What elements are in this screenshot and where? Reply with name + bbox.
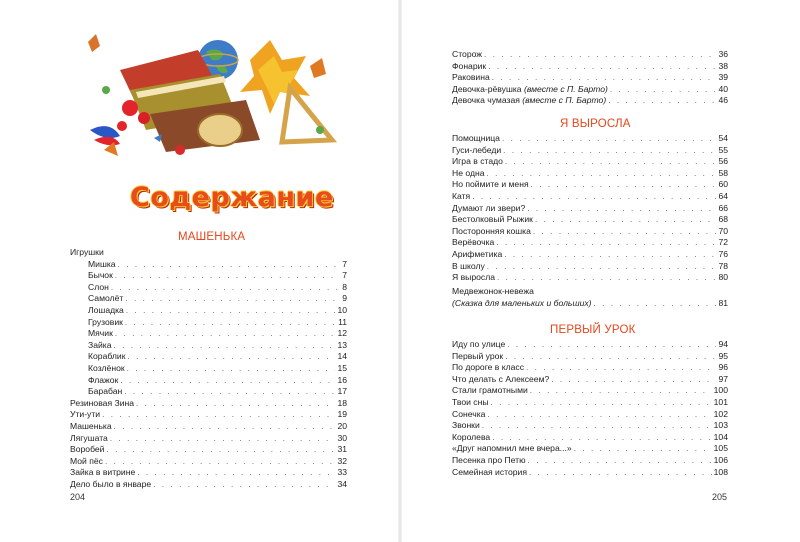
leader-dots (533, 226, 717, 238)
leader-dots (551, 374, 716, 386)
toc-entry-page: 70 (718, 225, 728, 236)
toc-entry-page: 100 (713, 385, 728, 396)
toc-entry-page: 96 (718, 362, 728, 373)
toc-entry[interactable] (70, 479, 347, 491)
toc-entry-title: Сонечка (452, 408, 486, 419)
toc-entry[interactable] (452, 84, 728, 96)
toc-entry[interactable] (452, 272, 728, 284)
toc-entry-page: 7 (342, 258, 347, 269)
toc-entry-page: 16 (337, 374, 347, 385)
toc-entry-title: По дороге в класс (452, 362, 525, 373)
toc-entry-note: (вместе с П. Барто) (523, 83, 608, 94)
toc-entry-title: Зайка в витрине (70, 467, 136, 478)
toc-entry-title: Арифметика (452, 248, 503, 259)
toc-entry[interactable] (70, 421, 347, 433)
toc-entry-title: Кораблик (88, 351, 126, 362)
toc-entry[interactable] (70, 456, 347, 468)
leader-dots (115, 328, 336, 340)
toc-entry-title: Самолёт (88, 293, 124, 304)
leader-dots (492, 72, 717, 84)
toc-entry-title: Резиновая Зина (70, 397, 135, 408)
toc-medved-note: (Сказка для маленьких и больших) (452, 297, 592, 308)
toc-entry[interactable] (452, 443, 728, 455)
toc-entry-title: Катя (452, 190, 471, 201)
toc-entry-page: 17 (337, 386, 347, 397)
toc-entry-page: 105 (713, 443, 728, 454)
leader-dots (496, 237, 716, 249)
toc-entry-page: 102 (713, 408, 728, 419)
leader-dots (126, 305, 336, 317)
toc-entry-title: Звонки (452, 420, 480, 431)
leader-dots (472, 191, 716, 203)
toc-entry-page: 103 (713, 420, 728, 431)
toc-entry-title: Ути-ути (70, 409, 101, 420)
leader-dots (114, 421, 336, 433)
toc-entry-page: 32 (337, 455, 347, 466)
leader-dots (528, 455, 712, 467)
toc-right-top (452, 49, 728, 107)
toc-entry-title: Мячик (88, 328, 113, 339)
toc-entry[interactable] (452, 420, 728, 432)
toc-entry[interactable] (452, 214, 728, 226)
toc-entry-page: 40 (718, 83, 728, 94)
toc-entry-title: Песенка про Петю (452, 454, 526, 465)
leader-dots (608, 95, 716, 107)
toc-entry[interactable] (452, 145, 728, 157)
toc-left (70, 247, 347, 490)
toc-entry-page: 54 (718, 133, 728, 143)
toc-entry-title: Бычок (88, 270, 113, 281)
toc-entry-page: 101 (713, 396, 728, 407)
leader-dots (488, 61, 716, 73)
leader-dots (114, 340, 336, 352)
toc-entry-page: 12 (337, 328, 347, 339)
toc-entry-page: 8 (342, 281, 347, 292)
toc-entry[interactable] (452, 385, 728, 397)
leader-dots (125, 293, 340, 305)
toc-entry-title: Мой пёс (70, 455, 103, 466)
toc-entry-page: 56 (718, 156, 728, 167)
gutter (398, 0, 402, 542)
toc-entry[interactable] (70, 317, 347, 329)
leader-dots (106, 444, 335, 456)
toc-entry[interactable] (70, 293, 347, 305)
leader-dots (492, 432, 711, 444)
toc-entry[interactable] (70, 340, 347, 352)
toc-entry[interactable] (70, 444, 347, 456)
leader-dots (502, 133, 716, 145)
toc-entry-title: Девочка чумазая (вместе с П. Барто) (452, 95, 607, 106)
toc-entry-title: Твои сны (452, 396, 489, 407)
leader-dots (487, 261, 717, 273)
toc-entry-page: 20 (337, 420, 347, 431)
toc-entry-title: Гуси-лебеди (452, 144, 502, 155)
toc-entry-title: Раковина (452, 72, 490, 83)
toc-medvezhonok (452, 286, 728, 309)
leader-dots (491, 397, 712, 409)
toc-ya-vyrosla (452, 133, 728, 284)
leader-dots (529, 467, 712, 479)
toc-entry[interactable] (70, 282, 347, 294)
leader-dots (127, 363, 336, 375)
toc-entry-title: Слон (88, 281, 109, 292)
toc-entry-page: 68 (718, 214, 728, 225)
toc-entry-title: Лошадка (88, 304, 124, 315)
page-number-left: 204 (70, 492, 86, 502)
toc-entry[interactable] (70, 398, 347, 410)
toc-medved-page: 81 (718, 297, 728, 308)
toc-entry[interactable] (70, 351, 347, 363)
leader-dots (487, 409, 711, 421)
toc-entry[interactable] (452, 179, 728, 191)
toc-entry[interactable] (452, 156, 728, 168)
toc-entry-title: Бестолковый Рыжик (452, 214, 533, 225)
toc-entry-title: Что делать с Алексеем? (452, 373, 550, 384)
toc-pervyi-urok (452, 339, 728, 478)
toc-entry[interactable] (452, 467, 728, 479)
toc-entry[interactable] (452, 133, 728, 145)
toc-entry[interactable] (452, 339, 728, 351)
toc-entry-page: 104 (713, 431, 728, 442)
toc-entry[interactable] (452, 374, 728, 386)
toc-entry-page: 7 (342, 270, 347, 281)
toc-entry[interactable] (70, 363, 347, 375)
toc-entry-page: 13 (337, 339, 347, 350)
toc-entry-page: 34 (337, 478, 347, 489)
leader-dots (594, 298, 717, 310)
toc-medved-row[interactable] (452, 298, 728, 310)
toc-entry[interactable] (70, 328, 347, 340)
section-title-pervyi-urok: ПЕРВЫЙ УРОК (550, 324, 636, 336)
toc-entry[interactable] (452, 61, 728, 73)
toc-entry-page: 15 (337, 362, 347, 373)
leader-dots (153, 479, 335, 491)
toc-entry-page: 72 (718, 237, 728, 248)
toc-entry[interactable] (452, 397, 728, 409)
toc-entry[interactable] (452, 432, 728, 444)
toc-entry[interactable] (452, 191, 728, 203)
toc-entry-title: Флажок (88, 374, 119, 385)
toc-items (70, 398, 347, 491)
toc-entry-title: В школу (452, 260, 485, 271)
toc-entry[interactable] (452, 409, 728, 421)
toc-entry[interactable] (452, 203, 728, 215)
toc-entry-page: 106 (713, 454, 728, 465)
toc-entry-title: Стали грамотными (452, 385, 528, 396)
toc-entry-title: «Друг напомнил мне вчера...» (452, 443, 572, 454)
toc-entry-page: 95 (718, 350, 728, 361)
toc-entry-page: 19 (337, 409, 347, 420)
toc-entry-title: Воробей (70, 444, 105, 455)
leader-dots (530, 385, 712, 397)
toc-entry[interactable] (70, 467, 347, 479)
toc-entry-title: Помощница (452, 133, 500, 143)
leader-dots (497, 272, 716, 284)
toc-medved-title: Медвежонок-невежа (452, 286, 534, 296)
leader-dots (110, 433, 336, 445)
toc-entry[interactable] (70, 259, 347, 271)
toc-entry[interactable] (452, 168, 728, 180)
toc-entry-title: Зайка (88, 339, 112, 350)
toc-entry[interactable] (452, 455, 728, 467)
toc-entry-page: 31 (337, 444, 347, 455)
toc-entry-page: 46 (718, 95, 728, 106)
toc-entry-page: 33 (337, 467, 347, 478)
toc-entry-page: 80 (718, 272, 728, 283)
toc-entry-page: 38 (718, 60, 728, 71)
toc-entry-page: 10 (337, 304, 347, 315)
toc-entry-title: Королева (452, 431, 491, 442)
toc-entry[interactable] (452, 351, 728, 363)
leader-dots (136, 398, 335, 410)
toc-entry-title: Семейная история (452, 466, 527, 477)
toc-entry-title: Сторож (452, 49, 483, 59)
toc-entry-title: Дело было в январе (70, 478, 152, 489)
toc-entry-title: Мишка (88, 258, 116, 269)
toc-entry[interactable] (70, 375, 347, 387)
toc-entry-page: 108 (713, 466, 728, 477)
page-title: Содержание (130, 182, 334, 213)
toc-entry-page: 55 (718, 144, 728, 155)
toc-entry-title: Лягушата (70, 432, 108, 443)
leader-dots (504, 249, 716, 261)
leader-dots (111, 282, 340, 294)
leader-dots (527, 203, 716, 215)
toc-entry-title: Верёвочка (452, 237, 495, 248)
leader-dots (505, 156, 717, 168)
leader-dots (120, 375, 335, 387)
toc-entry-note: (вместе с П. Барто) (522, 95, 607, 106)
toc-group-heading: Игрушки (70, 247, 104, 257)
toc-entry-title: Не одна (452, 167, 485, 178)
leader-dots (484, 49, 716, 61)
toc-entry-page: 97 (718, 373, 728, 384)
toc-entry-title: Думают ли звери? (452, 202, 526, 213)
leader-dots (526, 362, 716, 374)
toc-entry-page: 94 (718, 339, 728, 349)
toc-entry-page: 60 (718, 179, 728, 190)
leader-dots (503, 145, 716, 157)
leader-dots (124, 386, 335, 398)
leader-dots (105, 456, 335, 468)
toc-entry-title: Первый урок (452, 350, 504, 361)
toc-entry-title: Иду по улице (452, 339, 506, 349)
toc-entry-title: Машенька (70, 420, 112, 431)
toc-entry[interactable] (70, 305, 347, 317)
leader-dots (118, 259, 341, 271)
toc-entry[interactable] (452, 249, 728, 261)
toc-entry-page: 39 (718, 72, 728, 83)
toc-entry-page: 18 (337, 397, 347, 408)
toc-entry-title: Барабан (88, 386, 123, 397)
leader-dots (505, 351, 716, 363)
leader-dots (125, 317, 336, 329)
toc-entry[interactable] (452, 261, 728, 273)
leader-dots (574, 443, 712, 455)
section-title-ya-vyrosla: Я ВЫРОСЛА (560, 118, 631, 130)
toc-entry[interactable] (452, 226, 728, 238)
toc-entry[interactable] (452, 49, 728, 61)
leader-dots (531, 179, 717, 191)
toc-entry-title: Посторонняя кошка (452, 225, 531, 236)
toc-entry-page: 76 (718, 248, 728, 259)
page-number-right: 205 (712, 492, 728, 502)
leader-dots (115, 270, 340, 282)
toc-entry-title: Фонарик (452, 60, 487, 71)
toc-entry-page: 11 (338, 316, 347, 327)
toc-entry[interactable] (452, 95, 728, 107)
leader-dots (535, 214, 716, 226)
leader-dots (482, 420, 712, 432)
toc-entry[interactable] (70, 433, 347, 445)
toc-entry-page: 36 (718, 49, 728, 59)
school-supplies-illustration (70, 30, 350, 170)
toc-entry-title: Но поймите и меня (452, 179, 529, 190)
section-title-mashenka: МАШЕНЬКА (178, 231, 246, 243)
toc-entry-title: Девочка-рёвушка (вместе с П. Барто) (452, 83, 608, 94)
toc-entry-title: Я выросла (452, 272, 495, 283)
toc-entry-title: Игра в стадо (452, 156, 503, 167)
toc-entry-page: 78 (718, 260, 728, 271)
leader-dots (610, 84, 717, 96)
toc-entry[interactable] (452, 237, 728, 249)
toc-entry-page: 14 (337, 351, 347, 362)
leader-dots (127, 351, 335, 363)
toc-entry-page: 9 (342, 293, 347, 304)
toc-entry[interactable] (70, 386, 347, 398)
toc-entry-title: Козлёнок (88, 362, 125, 373)
toc-entry-page: 64 (718, 190, 728, 201)
leader-dots (102, 409, 335, 421)
leader-dots (487, 168, 717, 180)
toc-entry[interactable] (70, 270, 347, 282)
leader-dots (507, 339, 716, 351)
toc-entry[interactable] (70, 409, 347, 421)
toc-entry-title: Грузовик (88, 316, 123, 327)
toc-entry-page: 30 (337, 432, 347, 443)
toc-entry-page: 66 (718, 202, 728, 213)
toc-group-items (70, 259, 347, 398)
toc-entry[interactable] (452, 72, 728, 84)
leader-dots (137, 467, 335, 479)
toc-entry-page: 58 (718, 167, 728, 178)
toc-entry[interactable] (452, 362, 728, 374)
